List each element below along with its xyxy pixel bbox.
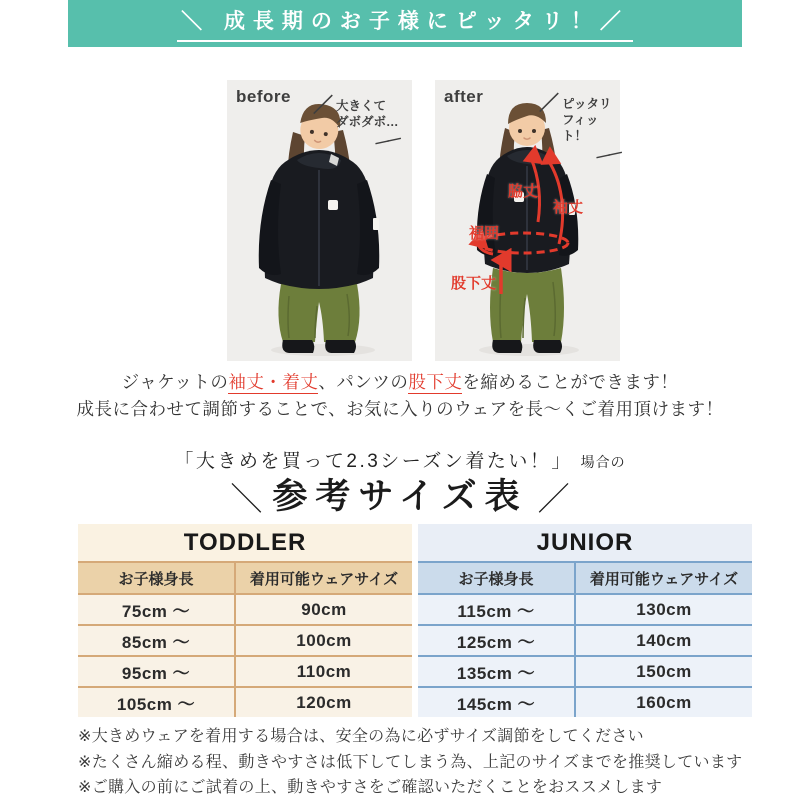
slash-mark-icon: ／: [313, 95, 333, 117]
annotation-line1: 大きくて: [336, 99, 387, 113]
table-row: [78, 688, 412, 717]
description-line2: 成長に合わせて調節することで、お気に入りのウェアを長～くご着用頂けます！: [76, 399, 724, 419]
case-text: 「大きめを買って2.3シーズン着たい！」: [174, 451, 573, 472]
column-header-height: お子様身長: [418, 563, 576, 593]
banner-title: ＼ 成長期のお子様にピッタリ！／: [177, 5, 633, 42]
measure-label-sleeve-length: 袖丈: [553, 199, 584, 216]
size-cell: 130cm: [636, 599, 692, 619]
before-photo: [227, 80, 412, 361]
size-chart-title-text: 参考サイズ表: [272, 477, 528, 516]
size-chart-title: [0, 469, 800, 520]
after-photo: [435, 80, 620, 361]
junior-size-table: [418, 524, 752, 717]
description-text: ジャケットの: [121, 372, 229, 392]
adjustability-description: [0, 369, 800, 423]
height-cell: 75cm ～: [78, 595, 236, 624]
case-suffix: 場合の: [580, 454, 626, 470]
table-row: [418, 626, 752, 657]
height-cell: 125cm ～: [418, 626, 576, 655]
note-line: ※ご購入の前にご試着の上、動きやすさをご確認いただくことをおススメします: [78, 779, 663, 796]
description-line1: [0, 369, 800, 396]
size-cell: 90cm: [301, 599, 347, 619]
dash-mark-icon: ――: [373, 129, 400, 151]
highlight-inseam-length: 股下丈: [408, 372, 463, 392]
annotation-line1: ピッタリ: [562, 97, 612, 111]
annotation-line2: ダボダボ…: [336, 115, 399, 129]
table-row: [78, 657, 412, 688]
table-row: [418, 688, 752, 717]
height-cell: 145cm ～: [418, 688, 576, 717]
table-row: [418, 657, 752, 688]
size-cell: 140cm: [636, 630, 692, 650]
table-title-toddler: TODDLER: [78, 524, 412, 561]
size-cell: 110cm: [296, 661, 352, 681]
header-banner: [68, 0, 742, 47]
table-row: [78, 626, 412, 657]
highlight-sleeve-body-length: 袖丈・着丈: [228, 372, 319, 392]
height-cell: 115cm ～: [418, 595, 576, 624]
slash-left-icon: ＼: [230, 481, 263, 517]
table-title-junior: JUNIOR: [418, 524, 752, 561]
oversized-annotation: [313, 95, 400, 151]
note-line: ※たくさん縮める程、動きやすさは低下してしまう為、上記のサイズまでを推奨しています: [78, 753, 743, 771]
toddler-size-table: [78, 524, 412, 717]
size-cell: 160cm: [636, 692, 692, 712]
footnotes: [78, 724, 758, 800]
table-header: [418, 561, 752, 595]
table-header: [78, 561, 412, 595]
measure-label-hem-circumference: 裾囲: [469, 225, 500, 242]
fitted-annotation: [539, 93, 622, 165]
column-header-height: お子様身長: [78, 563, 236, 593]
column-header-wear-size: 着用可能ウェアサイズ: [589, 570, 739, 588]
size-cell: 100cm: [296, 630, 352, 650]
size-cell: 150cm: [636, 661, 692, 681]
measure-label-inseam-length: 股下丈: [451, 275, 497, 292]
size-cell: 120cm: [296, 692, 352, 712]
description-text: を縮めることができます！: [462, 372, 679, 392]
column-header-wear-size: 着用可能ウェアサイズ: [249, 570, 399, 588]
table-row: [78, 595, 412, 626]
slash-right-icon: ／: [537, 481, 570, 517]
dash-mark-icon: ――: [594, 143, 622, 165]
note-line: ※大きめウェアを着用する場合は、安全の為に必ずサイズ調節をしてください: [78, 728, 644, 745]
height-cell: 95cm ～: [78, 657, 236, 686]
measure-label-side-length: 脇丈: [508, 183, 539, 200]
height-cell: 105cm ～: [78, 688, 236, 717]
table-row: [418, 595, 752, 626]
annotation-line2: フィット！: [562, 113, 599, 143]
description-text: 、パンツの: [318, 372, 409, 392]
height-cell: 85cm ～: [78, 626, 236, 655]
after-label: after: [444, 87, 484, 106]
before-label: before: [236, 87, 291, 106]
height-cell: 135cm ～: [418, 657, 576, 686]
slash-mark-icon: ／: [539, 93, 559, 115]
